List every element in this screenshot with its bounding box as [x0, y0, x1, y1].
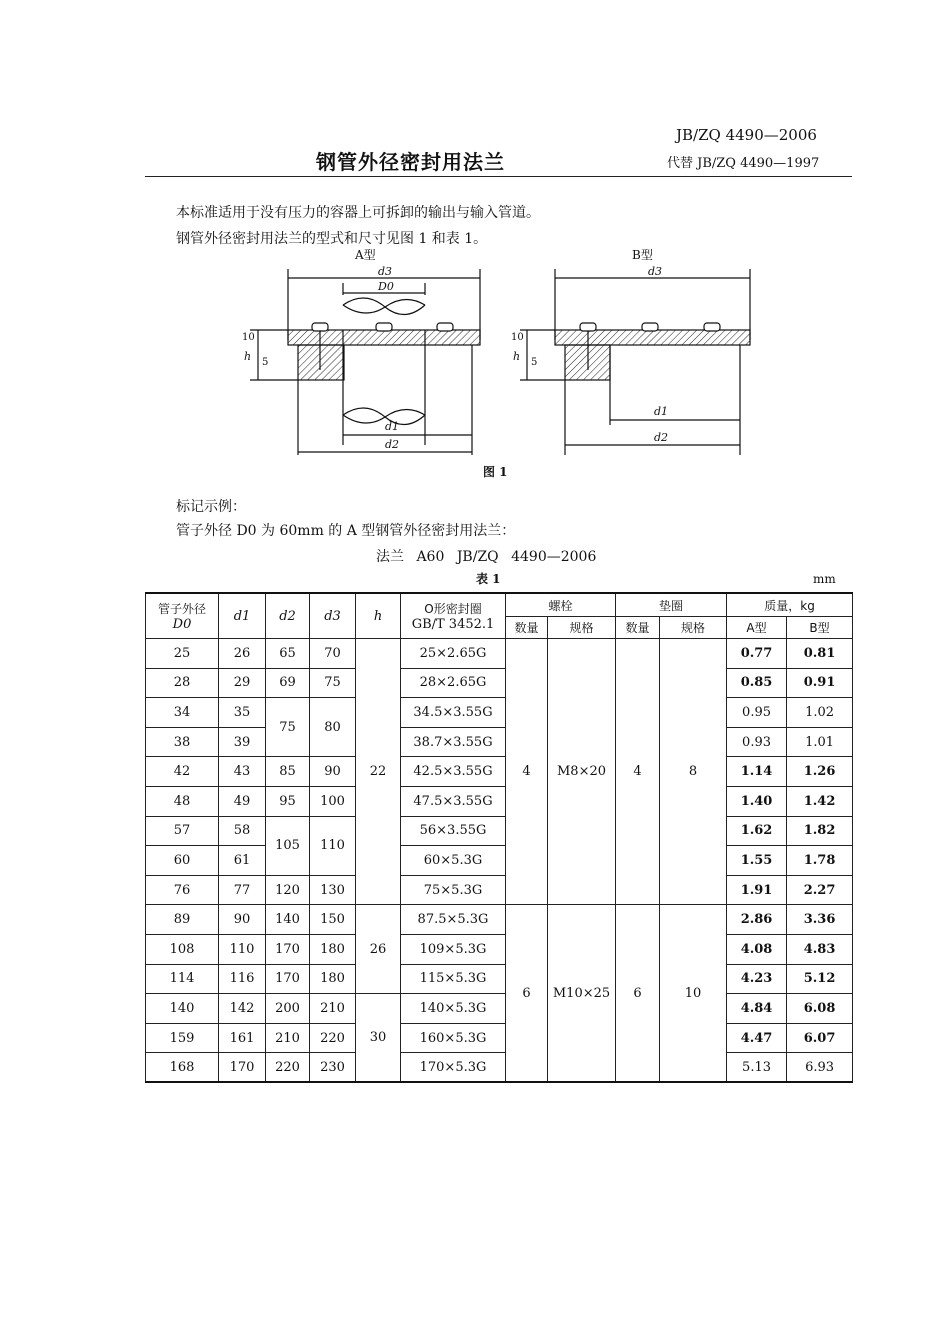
dim-d2-a: d2: [385, 438, 400, 451]
type-b-label: B型: [632, 248, 653, 262]
dim-5-b: 5: [531, 357, 538, 368]
header-d2: d2: [266, 593, 310, 639]
table-cell: 90: [310, 757, 356, 787]
table-cell: 1.26: [787, 757, 853, 787]
table-cell: 25: [146, 639, 219, 669]
header-bolt-qty: 数量: [506, 617, 548, 639]
table-cell: 161: [219, 1023, 266, 1053]
washer-qty-group-2: 6: [616, 905, 660, 1083]
type-b-drawing: [511, 247, 750, 455]
table-row: [146, 1023, 853, 1053]
table-cell: 4.47: [727, 1023, 787, 1053]
table-cell: 58: [219, 816, 266, 846]
dim-d1-a: d1: [385, 420, 400, 433]
header-oring: O形密封圈 GB/T 3452.1: [401, 593, 506, 639]
header-rule: [145, 176, 852, 177]
dim-d3-a: d3: [378, 265, 393, 278]
table-cell: 80: [310, 698, 356, 757]
table-row: [146, 875, 853, 905]
table-cell: 0.77: [727, 639, 787, 669]
table-row: [146, 994, 853, 1024]
header-mass: 质量，kg: [727, 593, 853, 617]
table-cell: 1.91: [727, 875, 787, 905]
table-cell: 4.08: [727, 934, 787, 964]
dim-d3-b: d3: [648, 265, 663, 278]
h-group-2: 26: [356, 905, 401, 994]
table-unit: mm: [813, 572, 836, 586]
table-cell: 0.95: [727, 698, 787, 728]
table-cell: 220: [310, 1023, 356, 1053]
table-cell: 60: [146, 846, 219, 876]
table-row: [146, 934, 853, 964]
table-cell: 75: [266, 698, 310, 757]
table-cell: 1.42: [787, 786, 853, 816]
table-cell: 110: [310, 816, 356, 875]
flange-figure: [230, 245, 770, 460]
table-cell: 76: [146, 875, 219, 905]
table-cell: 38: [146, 727, 219, 757]
table-cell: 140: [146, 994, 219, 1024]
table-cell: 116: [219, 964, 266, 994]
table-cell: 0.85: [727, 668, 787, 698]
table-cell: 200: [266, 994, 310, 1024]
table-caption: 表 1: [476, 572, 501, 586]
table-cell: 5.13: [727, 1053, 787, 1083]
table-cell: 6.08: [787, 994, 853, 1024]
table-row: [146, 727, 853, 757]
header-mass-a: A型: [727, 617, 787, 639]
bolt-spec-group-1: M8×20: [548, 639, 616, 905]
header-d1: d1: [219, 593, 266, 639]
dim-10-a: 10: [242, 332, 255, 343]
table-cell: 230: [310, 1053, 356, 1083]
table-cell: 85: [266, 757, 310, 787]
table-cell: 180: [310, 934, 356, 964]
table-cell: 25×2.65G: [401, 639, 506, 669]
washer-qty-group-1: 4: [616, 639, 660, 905]
table-cell: 1.82: [787, 816, 853, 846]
table-cell: 57: [146, 816, 219, 846]
table-cell: 2.86: [727, 905, 787, 935]
table-cell: 114: [146, 964, 219, 994]
table-cell: 170: [266, 964, 310, 994]
table-cell: 49: [219, 786, 266, 816]
table-cell: 38.7×3.55G: [401, 727, 506, 757]
table-cell: 1.62: [727, 816, 787, 846]
table-cell: 4.83: [787, 934, 853, 964]
table-cell: 65: [266, 639, 310, 669]
table-cell: 0.93: [727, 727, 787, 757]
type-a-label: A型: [355, 248, 376, 262]
header-pipe-od: 管子外径 D0: [146, 593, 219, 639]
table-cell: 5.12: [787, 964, 853, 994]
table-cell: 28: [146, 668, 219, 698]
table-cell: 1.78: [787, 846, 853, 876]
dim-h-a: h: [244, 350, 252, 363]
table-row: [146, 668, 853, 698]
table-cell: 48: [146, 786, 219, 816]
h-group-3: 30: [356, 994, 401, 1083]
table-cell: 150: [310, 905, 356, 935]
table-cell: 159: [146, 1023, 219, 1053]
dim-h-b: h: [513, 350, 521, 363]
dim-10-b: 10: [511, 332, 524, 343]
table-row: [146, 964, 853, 994]
table-row: [146, 846, 853, 876]
marking-description: 管子外径 D0 为 60mm 的 A 型钢管外径密封用法兰：: [176, 523, 516, 539]
dim-d2-b: d2: [654, 431, 669, 444]
header-washer: 垫圈: [616, 593, 727, 617]
table-cell: 2.27: [787, 875, 853, 905]
table-cell: 1.01: [787, 727, 853, 757]
table-cell: 108: [146, 934, 219, 964]
table-cell: 56×3.55G: [401, 816, 506, 846]
table-cell: 4.23: [727, 964, 787, 994]
table-cell: 142: [219, 994, 266, 1024]
document-title: 钢管外径密封用法兰: [316, 150, 505, 174]
bolt-spec-group-2: M10×25: [548, 905, 616, 1083]
dim-d1-b: d1: [654, 405, 669, 418]
table-cell: 168: [146, 1053, 219, 1083]
table-cell: 77: [219, 875, 266, 905]
table-row: [146, 698, 853, 728]
table-row: [146, 639, 853, 669]
dim-5-a: 5: [262, 357, 269, 368]
table-cell: 140×5.3G: [401, 994, 506, 1024]
table-cell: 35: [219, 698, 266, 728]
table-row: [146, 905, 853, 935]
intro-line-2: 钢管外径密封用法兰的型式和尺寸见图 1 和表 1。: [176, 231, 488, 247]
dim-d0-a: D0: [378, 280, 394, 293]
table-cell: 1.40: [727, 786, 787, 816]
table-cell: 6.07: [787, 1023, 853, 1053]
table-cell: 89: [146, 905, 219, 935]
table-cell: 220: [266, 1053, 310, 1083]
table-cell: 70: [310, 639, 356, 669]
table-cell: 34.5×3.55G: [401, 698, 506, 728]
table-cell: 4.84: [727, 994, 787, 1024]
table-cell: 210: [310, 994, 356, 1024]
table-cell: 1.14: [727, 757, 787, 787]
table-cell: 0.81: [787, 639, 853, 669]
table-cell: 210: [266, 1023, 310, 1053]
table-cell: 170: [266, 934, 310, 964]
standard-code: JB/ZQ 4490—2006: [676, 126, 817, 144]
header-washer-spec: 规格: [660, 617, 727, 639]
washer-spec-group-1: 8: [660, 639, 727, 905]
bolt-qty-group-1: 4: [506, 639, 548, 905]
table-row: [146, 757, 853, 787]
table-cell: 100: [310, 786, 356, 816]
flange-dimension-table: [145, 592, 853, 1083]
table-cell: 120: [266, 875, 310, 905]
table-cell: 29: [219, 668, 266, 698]
table-cell: 26: [219, 639, 266, 669]
table-cell: 140: [266, 905, 310, 935]
figure-caption: 图 1: [483, 465, 508, 479]
table-cell: 180: [310, 964, 356, 994]
table-cell: 130: [310, 875, 356, 905]
table-row: [146, 786, 853, 816]
washer-spec-group-2: 10: [660, 905, 727, 1083]
replaces-standard: 代替 JB/ZQ 4490—1997: [667, 156, 820, 171]
table-cell: 105: [266, 816, 310, 875]
header-h: h: [356, 593, 401, 639]
h-group-1: 22: [356, 639, 401, 905]
table-cell: 28×2.65G: [401, 668, 506, 698]
table-cell: 90: [219, 905, 266, 935]
table-cell: 42.5×3.55G: [401, 757, 506, 787]
bolt-qty-group-2: 6: [506, 905, 548, 1083]
type-a-drawing: [242, 247, 480, 455]
table-row: [146, 816, 853, 846]
table-cell: 160×5.3G: [401, 1023, 506, 1053]
table-cell: 34: [146, 698, 219, 728]
intro-line-1: 本标准适用于没有压力的容器上可拆卸的输出与输入管道。: [176, 205, 540, 221]
table-cell: 87.5×5.3G: [401, 905, 506, 935]
table-cell: 170×5.3G: [401, 1053, 506, 1083]
table-cell: 60×5.3G: [401, 846, 506, 876]
table-cell: 39: [219, 727, 266, 757]
table-cell: 110: [219, 934, 266, 964]
table-cell: 69: [266, 668, 310, 698]
header-bolt: 螺栓: [506, 593, 616, 617]
table-cell: 47.5×3.55G: [401, 786, 506, 816]
table-cell: 42: [146, 757, 219, 787]
table-cell: 115×5.3G: [401, 964, 506, 994]
table-cell: 6.93: [787, 1053, 853, 1083]
header-washer-qty: 数量: [616, 617, 660, 639]
table-row: [146, 1053, 853, 1083]
table-cell: 75: [310, 668, 356, 698]
table-cell: 43: [219, 757, 266, 787]
header-mass-b: B型: [787, 617, 853, 639]
table-cell: 170: [219, 1053, 266, 1083]
table-cell: 1.02: [787, 698, 853, 728]
table-cell: 3.36: [787, 905, 853, 935]
header-bolt-spec: 规格: [548, 617, 616, 639]
marking-example: 法兰 A60 JB/ZQ 4490—2006: [376, 549, 597, 565]
table-cell: 95: [266, 786, 310, 816]
table-cell: 75×5.3G: [401, 875, 506, 905]
table-cell: 0.91: [787, 668, 853, 698]
table-cell: 61: [219, 846, 266, 876]
marking-heading: 标记示例：: [176, 499, 246, 515]
table-cell: 1.55: [727, 846, 787, 876]
table-cell: 109×5.3G: [401, 934, 506, 964]
header-d3: d3: [310, 593, 356, 639]
